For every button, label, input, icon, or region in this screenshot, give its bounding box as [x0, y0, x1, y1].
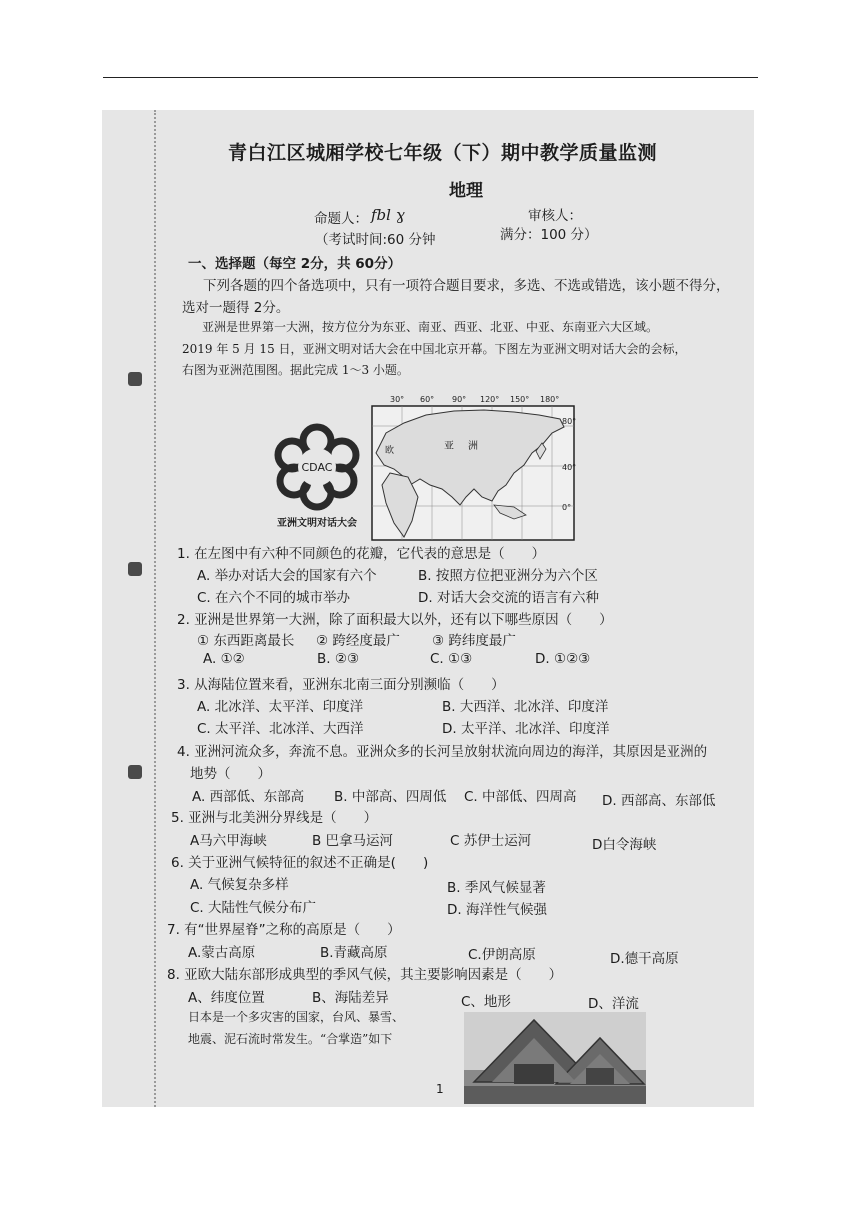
intro-line-2: 2019 年 5 月 15 日，亚洲文明对话大会在中国北京开幕。下图左为亚洲文明对话大会的会标，: [182, 342, 687, 356]
subject-title: 地理: [449, 181, 483, 201]
q7-option-a: A.蒙古高原: [188, 945, 256, 961]
lat-label: 40°: [562, 463, 577, 472]
q2-option-c: C. ①③: [430, 651, 473, 667]
q2-statement-2: ② 跨经度最广: [316, 633, 400, 649]
q3-option-b: B. 大西洋、北冰洋、印度洋: [442, 699, 609, 715]
intro-line-1: 亚洲是世界第一大洲，按方位分为东亚、南亚、西亚、北亚、中亚、东南亚六大区域。: [202, 320, 659, 334]
question-7: 7. 有“世界屋脊”之称的高原是（ ）: [167, 922, 401, 938]
question-1: 1. 在左图中有六种不同颜色的花瓣，它代表的意思是（ ）: [177, 546, 546, 562]
header-rule: [103, 77, 758, 78]
q2-option-b: B. ②③: [317, 651, 360, 667]
lon-label: 60°: [420, 395, 435, 404]
full-score: 满分：100 分）: [500, 227, 598, 243]
q2-statement-3: ③ 跨纬度最广: [432, 633, 516, 649]
q4-option-c: C. 中部低、四周高: [464, 789, 577, 805]
author-signature: fbl ɣ: [371, 206, 405, 224]
lat-label: 80°: [562, 417, 577, 426]
gassho-house-photo: [464, 1012, 646, 1104]
asia-map-image: [364, 393, 582, 543]
binding-line: [154, 110, 156, 1107]
question-6: 6. 关于亚洲气候特征的叙述不正确是( ): [171, 855, 429, 871]
lon-label: 90°: [452, 395, 467, 404]
section-heading: 一、选择题（每空 2分，共 60分）: [188, 256, 402, 272]
lon-label: 30°: [390, 395, 405, 404]
question-4-cont: 地势（ ）: [190, 766, 271, 782]
exam-sheet: [102, 110, 754, 1107]
intro-line-3: 右图为亚洲范围图。据此完成 1～3 小题。: [182, 363, 409, 377]
binding-mark: [128, 562, 142, 576]
instructions-line-2: 选对一题得 2分。: [182, 300, 290, 316]
lon-label: 120°: [480, 395, 500, 404]
q2-option-d: D. ①②③: [535, 651, 591, 667]
q1-option-a: A. 举办对话大会的国家有六个: [197, 568, 377, 584]
exam-title: 青白江区城厢学校七年级（下）期中教学质量监测: [228, 142, 658, 164]
map-label-asia-1: 亚: [444, 441, 454, 452]
q6-option-d: D. 海洋性气候强: [447, 902, 547, 918]
q4-option-a: A. 西部低、东部高: [192, 789, 305, 805]
q8-option-d: D、洋流: [588, 996, 639, 1012]
question-8: 8. 亚欧大陆东部形成典型的季风气候，其主要影响因素是（ ）: [167, 967, 563, 983]
q5-option-a: A马六甲海峡: [190, 833, 267, 849]
q4-option-d: D. 西部高、东部低: [602, 793, 716, 809]
q5-option-d: D白令海峡: [592, 837, 657, 853]
q2-statement-1: ① 东西距离最长: [197, 633, 295, 649]
q6-option-c: C. 大陆性气候分布广: [190, 900, 317, 916]
binding-mark: [128, 765, 142, 779]
binding-mark: [128, 372, 142, 386]
q3-option-a: A. 北冰洋、太平洋、印度洋: [197, 699, 364, 715]
q5-option-c: C 苏伊士运河: [450, 833, 532, 849]
lon-label: 150°: [510, 395, 530, 404]
q2-option-a: A. ①②: [203, 651, 245, 667]
author-label: 命题人：: [314, 211, 368, 227]
question-5: 5. 亚洲与北美洲分界线是（ ）: [171, 810, 378, 826]
map-label-asia-2: 洲: [468, 441, 478, 452]
q8-option-a: A、纬度位置: [188, 990, 265, 1006]
q4-option-b: B. 中部高、四周低: [334, 789, 447, 805]
logo-caption: 亚洲文明对话大会: [277, 518, 357, 529]
question-4: 4. 亚洲河流众多，奔流不息。亚洲众多的长河呈放射状流向周边的海洋，其原因是亚洲的: [177, 744, 708, 760]
tail-line-2: 地震、泥石流时常发生。“合掌造”如下: [188, 1032, 393, 1046]
logo-text: CDAC: [301, 461, 333, 474]
exam-time: （考试时间:60 分钟: [315, 232, 436, 248]
q5-option-b: B 巴拿马运河: [312, 833, 394, 849]
q3-option-c: C. 太平洋、北冰洋、大西洋: [197, 721, 364, 737]
q7-option-b: B.青藏高原: [320, 945, 388, 961]
tail-line-1: 日本是一个多灾害的国家，台风、暴雪、: [188, 1010, 405, 1024]
map-label-europe: 欧: [385, 446, 395, 456]
q7-option-d: D.德干高原: [610, 951, 679, 967]
q1-option-c: C. 在六个不同的城市举办: [197, 590, 351, 606]
page-number: 1: [436, 1082, 444, 1096]
lon-label: 180°: [540, 395, 560, 404]
q8-option-b: B、海陆差异: [312, 990, 389, 1006]
q8-option-c: C、地形: [461, 994, 511, 1010]
q6-option-b: B. 季风气候显著: [447, 880, 546, 896]
q3-option-d: D. 太平洋、北冰洋、印度洋: [442, 721, 610, 737]
q1-option-d: D. 对话大会交流的语言有六种: [418, 590, 599, 606]
reviewer-label: 审核人：: [528, 208, 582, 224]
lat-label: 0°: [562, 503, 572, 512]
question-3: 3. 从海陆位置来看，亚洲东北南三面分别濒临（ ）: [177, 677, 505, 693]
q1-option-b: B. 按照方位把亚洲分为六个区: [418, 568, 598, 584]
q6-option-a: A. 气候复杂多样: [190, 877, 289, 893]
instructions-line-1: 下列各题的四个备选项中，只有一项符合题目要求，多选、不选或错选，该小题不得分，: [203, 278, 730, 294]
question-2: 2. 亚洲是世界第一大洲，除了面积最大以外，还有以下哪些原因（ ）: [177, 612, 613, 628]
q7-option-c: C.伊朗高原: [468, 947, 536, 963]
cdac-logo-image: [267, 415, 367, 535]
